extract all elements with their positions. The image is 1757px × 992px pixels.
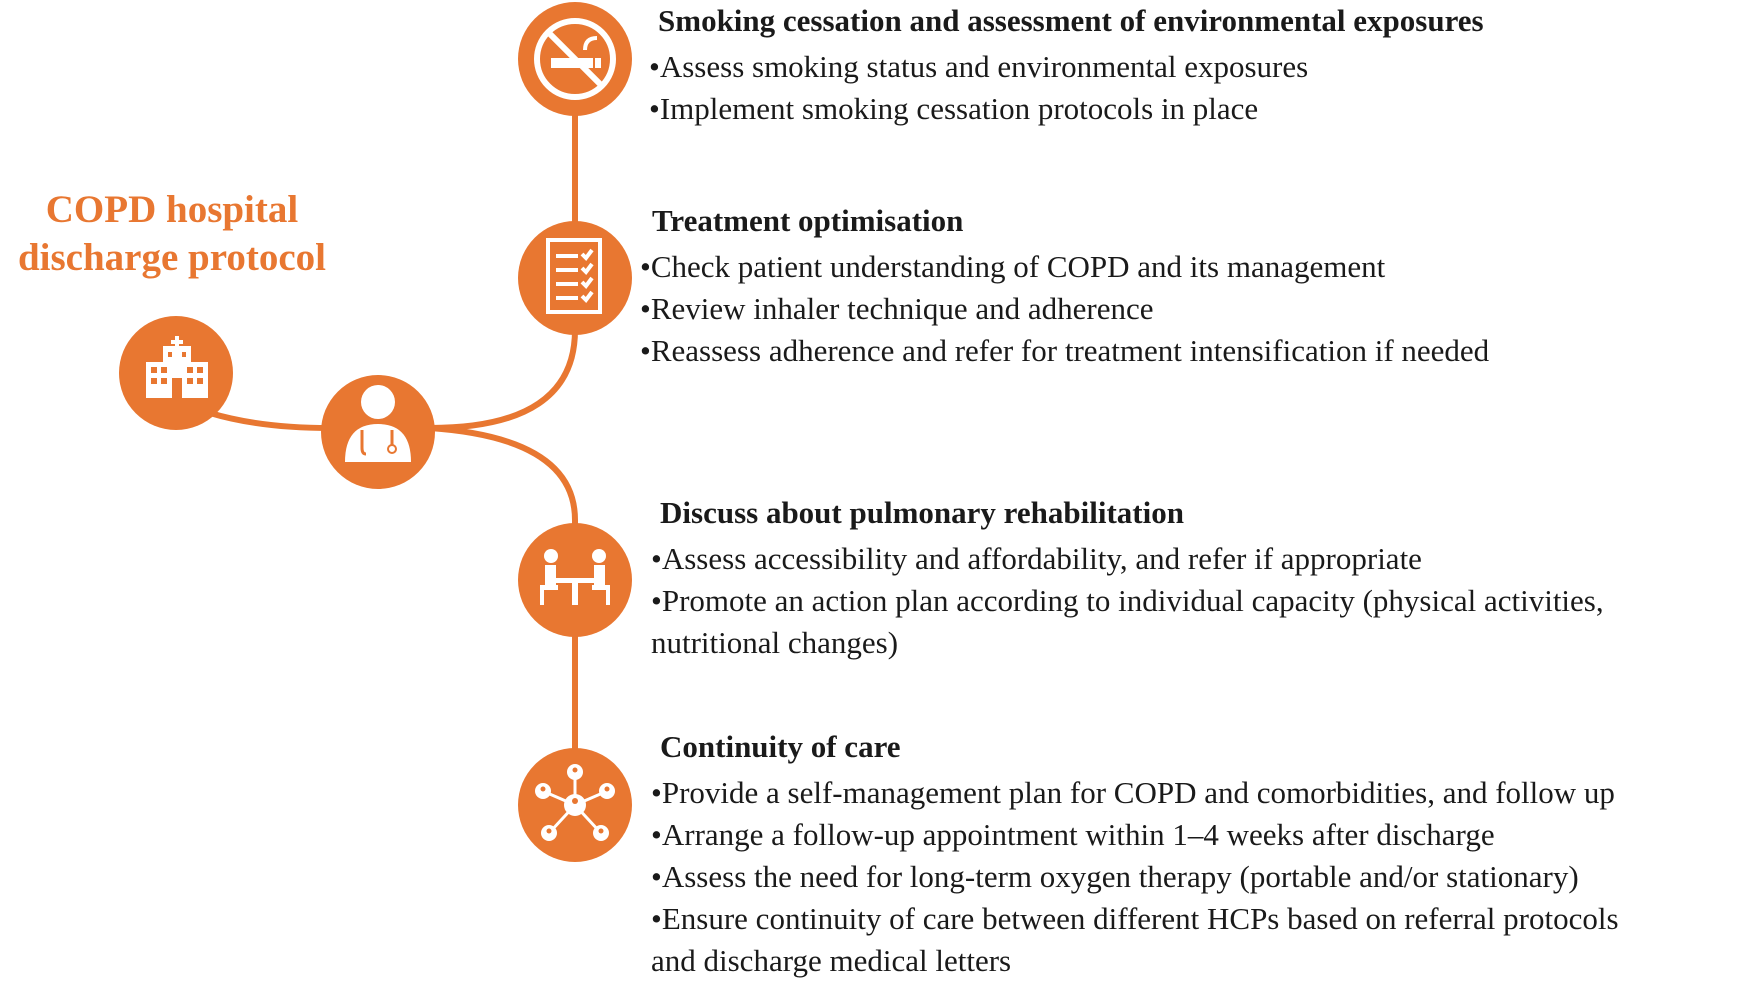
hospital-icon [119, 316, 233, 430]
list-item: •Arrange a follow-up appointment within 1–4 weeks after discharge [651, 817, 1495, 852]
diagram-title-line-1: COPD hospital [45, 188, 299, 231]
section-heading: Treatment optimisation [652, 203, 964, 238]
list-item: •Assess smoking status and environmental exposures [649, 49, 1309, 84]
list-item: •Assess accessibility and affordability, and refer if appropriate [651, 541, 1422, 576]
section-heading: Smoking cessation and assessment of environmental exposures [658, 3, 1484, 38]
diagram-title-line-2: discharge protocol [17, 236, 326, 279]
section-heading: Continuity of care [660, 729, 901, 764]
doctor-icon [321, 375, 435, 489]
connector-hospital-doctor [210, 413, 330, 428]
list-item: •Reassess adherence and refer for treatment intensification if needed [640, 333, 1490, 368]
no-smoking-icon [518, 2, 632, 116]
list-item: •Promote an action plan according to individual capacity (physical activities, [651, 583, 1604, 618]
checklist-icon [518, 221, 632, 335]
list-item: •Check patient understanding of COPD and its management [640, 249, 1386, 284]
section-continuity-of-care [651, 728, 1619, 982]
list-item-continuation: and discharge medical letters [651, 943, 1012, 978]
list-item: •Provide a self-management plan for COPD and comorbidities, and follow up [651, 775, 1615, 810]
section-pulmonary-rehabilitation [651, 494, 1604, 664]
diagram-title [2, 186, 342, 282]
meeting-icon [518, 523, 632, 637]
section-treatment-optimisation [640, 202, 1490, 372]
section-items [640, 246, 1489, 372]
network-icon [518, 748, 632, 862]
list-item: •Ensure continuity of care between different HCPs based on referral protocols [651, 901, 1619, 936]
section-items [651, 538, 1604, 664]
section-items [651, 772, 1619, 982]
section-items [649, 46, 1484, 130]
list-item-continuation: nutritional changes) [651, 625, 899, 660]
section-smoking-cessation [649, 2, 1484, 130]
section-heading: Discuss about pulmonary rehabilitation [660, 495, 1184, 530]
list-item: •Implement smoking cessation protocols in place [649, 91, 1259, 126]
list-item: •Assess the need for long-term oxygen therapy (portable and/or stationary) [651, 859, 1579, 894]
list-item: •Review inhaler technique and adherence [640, 291, 1154, 326]
